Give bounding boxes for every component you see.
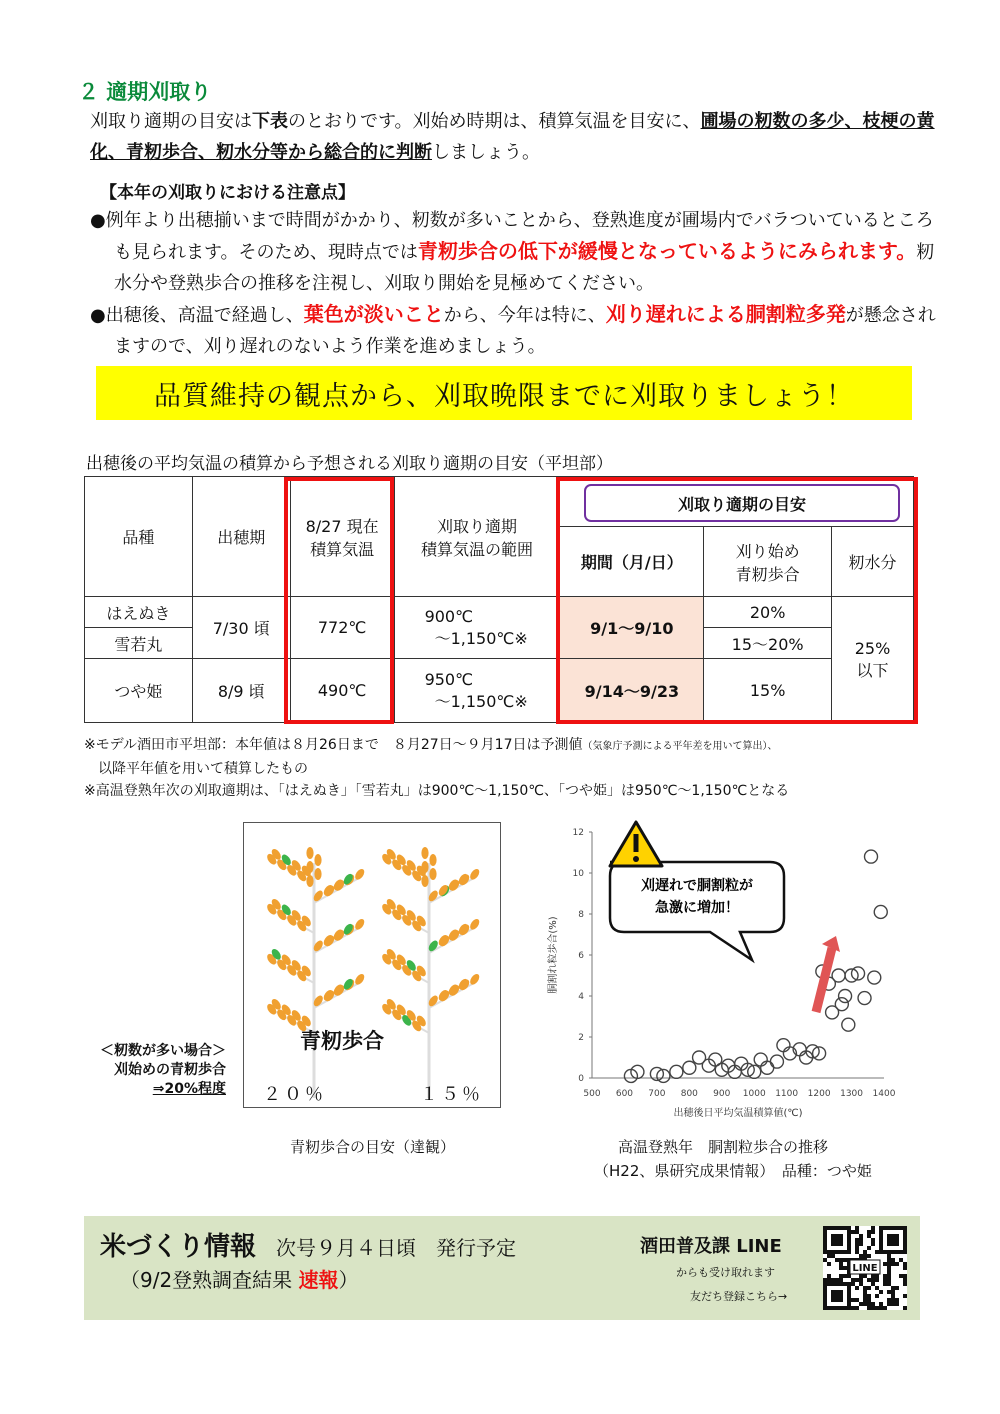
cracked-grain-chart bbox=[540, 818, 910, 1124]
th-current-2: 積算気温 bbox=[310, 539, 375, 559]
notice-bullets bbox=[90, 205, 940, 362]
para-text: 刈取り適期の目安は bbox=[90, 111, 252, 132]
figure-label: 青籾歩合 bbox=[300, 1029, 384, 1053]
bullet-red: 青籾歩合の低下が緩慢となっているようにみられます。 bbox=[417, 239, 917, 263]
x-tick-label: 1300 bbox=[840, 1089, 864, 1099]
scatter-point bbox=[839, 990, 852, 1003]
scatter-point bbox=[858, 992, 871, 1005]
cell-heading: 8/9 頃 bbox=[192, 659, 290, 723]
callout-line-2: 急激に増加！ bbox=[655, 900, 739, 916]
th-heading: 出穂期 bbox=[192, 477, 290, 597]
x-tick-label: 1200 bbox=[807, 1089, 831, 1099]
y-tick-label: 6 bbox=[578, 951, 584, 961]
th-period: 期間（月/日） bbox=[560, 527, 704, 597]
th-range-1: 刈取り適期 bbox=[437, 516, 518, 536]
figure-percentages bbox=[263, 1080, 483, 1106]
range-1: 900℃ bbox=[424, 606, 474, 626]
range-1: 950℃ bbox=[424, 669, 474, 689]
qr-line-label: LINE bbox=[852, 1263, 878, 1274]
warning-icon bbox=[610, 822, 662, 866]
x-tick-label: 600 bbox=[615, 1089, 634, 1099]
line-subtext-2[interactable]: 友だち登録こちら→ bbox=[690, 1290, 788, 1303]
bullet-text: ●例年より出穂揃いまで時間がかかり、籾数が多いことから、登熟進度が圃場内でバラついているところも見られます。そのため、現時点では bbox=[90, 210, 934, 263]
side-note-2: 刈始めの青籾歩合 bbox=[114, 1062, 226, 1078]
bullet-text: ●出穂後、高温で経過し、 bbox=[90, 305, 304, 326]
x-tick-label: 500 bbox=[583, 1089, 601, 1099]
scatter-point bbox=[868, 971, 881, 984]
th-range bbox=[394, 477, 560, 597]
scatter-point bbox=[835, 998, 848, 1011]
bullet-text: が懸念されますので、刈り遅れのないよう作業を進めましょう。 bbox=[114, 305, 936, 357]
scatter-point bbox=[770, 1055, 783, 1068]
range-2: ～1,150℃※ bbox=[434, 691, 528, 711]
cell-period: 9/1～9/10 bbox=[560, 597, 704, 659]
cell-green: 15% bbox=[704, 659, 832, 723]
x-tick-label: 1000 bbox=[742, 1089, 766, 1099]
section-title: ２ 適期刈取り bbox=[78, 80, 212, 104]
x-tick-label: 1100 bbox=[775, 1089, 799, 1099]
y-tick-label: 2 bbox=[578, 1033, 584, 1043]
panicle-illustration bbox=[244, 823, 500, 1107]
cell-period: 9/14～9/23 bbox=[560, 659, 704, 723]
y-tick-label: 10 bbox=[572, 869, 584, 879]
x-tick-label: 1400 bbox=[872, 1089, 896, 1099]
callout bbox=[610, 862, 784, 960]
th-green-1: 刈り始め bbox=[735, 541, 800, 561]
scatter-point bbox=[761, 1061, 774, 1074]
bullet-1 bbox=[90, 205, 940, 299]
scatter-point bbox=[874, 905, 887, 918]
scatter-point bbox=[754, 1053, 767, 1066]
th-current-1: 8/27 現在 bbox=[305, 516, 379, 536]
scatter-point bbox=[842, 1018, 855, 1031]
pct-left: ２０％ bbox=[263, 1084, 326, 1105]
group-header-box: 刈取り適期の目安 bbox=[584, 484, 900, 522]
x-tick-label: 700 bbox=[648, 1089, 666, 1099]
bullet-red: 刈り遅れによる胴割粒多発 bbox=[605, 302, 846, 326]
bullet-2 bbox=[90, 299, 940, 362]
footer-next-issue: 次号９月４日頃 発行予定 bbox=[276, 1236, 516, 1260]
para-bold: 下表 bbox=[252, 111, 288, 132]
cell-green: 20% bbox=[704, 597, 832, 628]
bullet-text: から、今年は特に、 bbox=[443, 305, 606, 326]
moist-1: 25% bbox=[854, 638, 891, 658]
scatter-point bbox=[683, 1061, 696, 1074]
para-text: しましょう。 bbox=[432, 142, 540, 163]
intro-paragraph bbox=[90, 106, 940, 168]
table-caption: 出穂後の平均気温の積算から予想される刈取り適期の目安（平坦部） bbox=[86, 454, 613, 474]
footer-sub-red: 速報 bbox=[298, 1268, 339, 1292]
footer-sub bbox=[120, 1264, 359, 1293]
cell-heading: 7/30 頃 bbox=[192, 597, 290, 659]
cell-range bbox=[394, 659, 560, 723]
y-tick-label: 8 bbox=[578, 910, 584, 920]
highlight-box-current bbox=[284, 477, 394, 724]
highlight-box-guide bbox=[556, 477, 918, 724]
panicle-graphic bbox=[265, 847, 481, 1098]
scatter-point bbox=[832, 969, 845, 982]
y-tick-label: 12 bbox=[572, 828, 584, 838]
scatter-point bbox=[777, 1039, 790, 1052]
cell-green: 15～20% bbox=[704, 628, 832, 659]
notice-heading: 【本年の刈取りにおける注意点】 bbox=[100, 183, 355, 203]
figure2-caption-1: 高温登熟年 胴割粒歩合の推移 bbox=[618, 1138, 829, 1156]
side-note-3: ⇒20%程度 bbox=[152, 1081, 226, 1097]
moist-2: 以下 bbox=[856, 660, 889, 680]
cell-current: 772℃ bbox=[290, 597, 394, 659]
bullet-red: 葉色が淡いこと bbox=[303, 302, 444, 326]
para-text: のとおりです。刈始め時期は、積算気温を目安に、 bbox=[288, 111, 701, 132]
cell-range bbox=[394, 597, 560, 659]
side-note bbox=[76, 1042, 226, 1099]
x-axis-label: 出穂後日平均気温積算値(℃) bbox=[673, 1108, 803, 1119]
table-notes bbox=[84, 734, 789, 802]
range-2: ～1,150℃※ bbox=[434, 628, 528, 648]
panicle-figure bbox=[243, 822, 501, 1108]
x-tick-label: 800 bbox=[680, 1089, 698, 1099]
cell-variety: 雪若丸 bbox=[85, 628, 193, 659]
y-axis-label: 胴割れ粒歩合(%) bbox=[548, 916, 559, 994]
scatter-point bbox=[865, 850, 878, 863]
note-1-small: （気象庁予測による平年差を用いて算出）、 bbox=[582, 741, 778, 752]
cell-variety: はえぬき bbox=[85, 597, 193, 628]
note-2: ※高温登熟年次の刈取適期は、「はえぬき」「雪若丸」は900℃～1,150℃、「つや姫」は950℃～1,150℃となる bbox=[84, 783, 790, 799]
footer-sub-a: （9/2登熟調査結果 bbox=[120, 1268, 293, 1292]
line-title: 酒田普及課 LINE bbox=[640, 1236, 782, 1257]
y-tick-label: 0 bbox=[578, 1074, 584, 1084]
side-note-1: ＜籾数が多い場合＞ bbox=[100, 1043, 226, 1059]
scatter-point bbox=[670, 1065, 683, 1078]
figure2-caption-2: （H22、県研究成果情報） 品種：つや姫 bbox=[594, 1162, 872, 1180]
th-moist: 籾水分 bbox=[832, 527, 914, 597]
th-green-2: 青籾歩合 bbox=[735, 564, 800, 584]
qr-code-graphic[interactable] bbox=[823, 1226, 907, 1310]
para-underline: 圃場の籾数の多少、枝梗の黄化、青籾歩合、籾水分等から総合的に判断 bbox=[90, 111, 935, 163]
y-tick-label: 4 bbox=[578, 992, 584, 1002]
note-1: ※モデル酒田市平坦部：本年値は８月26日まで ８月27日～９月17日は予測値 bbox=[84, 737, 583, 753]
callout-line-1: 刈遅れで胴割粒が bbox=[641, 878, 753, 894]
qr-code[interactable] bbox=[823, 1226, 907, 1310]
cell-current: 490℃ bbox=[290, 659, 394, 723]
footer-sub-b: ） bbox=[338, 1268, 359, 1292]
th-variety: 品種 bbox=[85, 477, 193, 597]
figure1-caption: 青籾歩合の目安（達観） bbox=[290, 1138, 456, 1156]
footer-title: 米づくり情報 bbox=[100, 1232, 257, 1262]
line-subtext-1: からも受け取れます bbox=[676, 1266, 775, 1279]
highlight-banner: 品質維持の観点から、刈取晩限までに刈取りましょう！ bbox=[96, 366, 912, 420]
bullet-text: 籾水分や登熟歩合の推移を注視し、刈取り開始を見極めてください。 bbox=[114, 242, 935, 294]
th-range-2: 積算気温の範囲 bbox=[421, 539, 534, 559]
x-tick-label: 900 bbox=[713, 1089, 731, 1099]
note-1b: 以降平年値を用いて積算したもの bbox=[98, 761, 308, 777]
pct-right: １５％ bbox=[420, 1084, 483, 1105]
cell-variety: つや姫 bbox=[85, 659, 193, 723]
